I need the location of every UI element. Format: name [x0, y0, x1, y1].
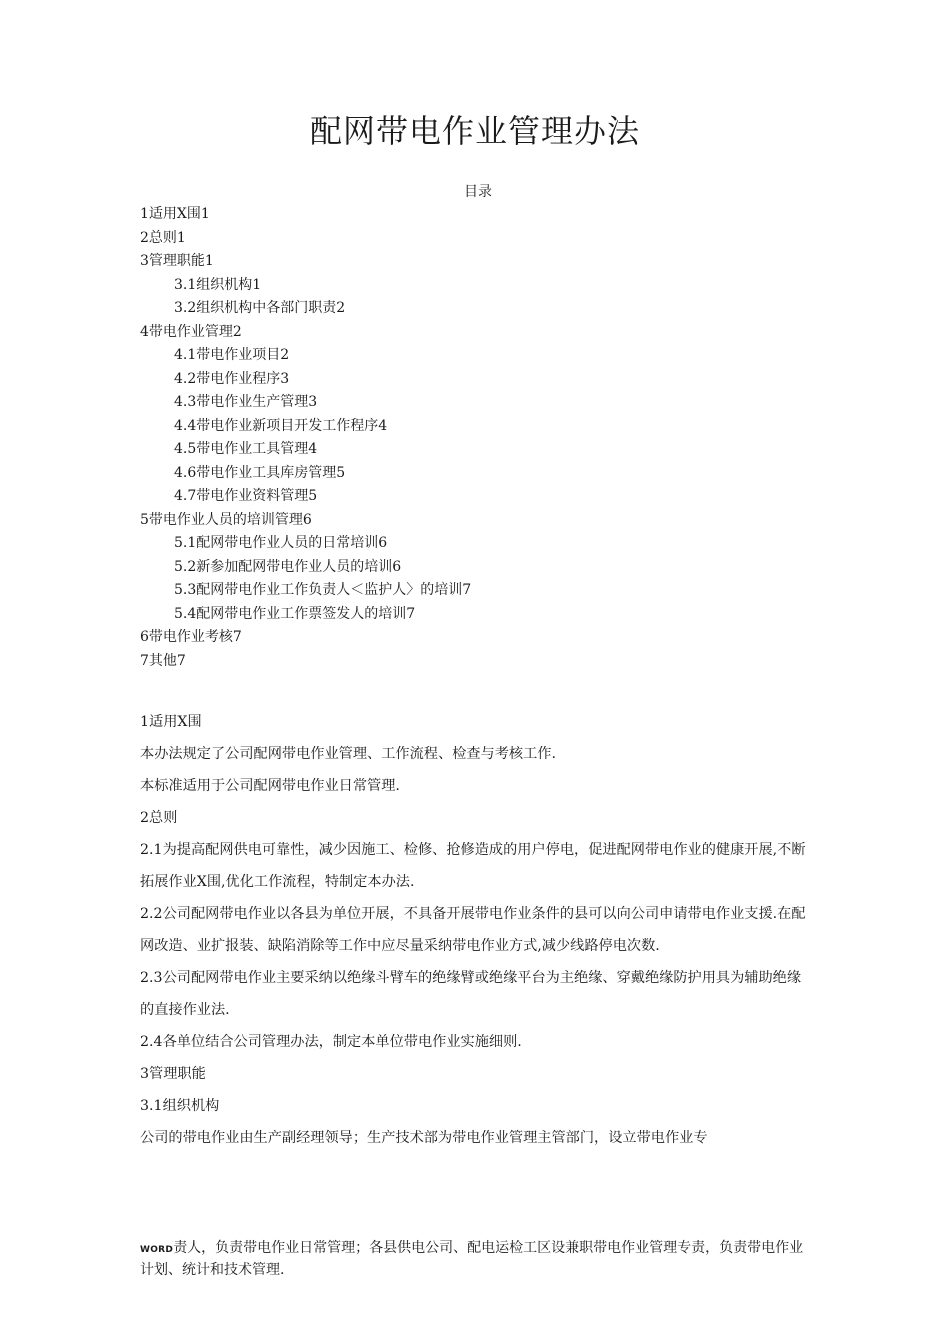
toc-item[interactable]: 5.1配网带电作业人员的日常培训6: [174, 535, 388, 551]
footer-text: 责人，负责带电作业日常管理；各县供电公司、配电运检工区设兼职带电作业管理专责，负责带电作业计划、统计和技术管理.: [140, 1240, 804, 1278]
toc-item[interactable]: 3管理职能1: [140, 253, 214, 269]
body-paragraph: 1适用X围: [140, 714, 202, 730]
toc-item[interactable]: 3.1组织机构1: [174, 276, 262, 293]
body-paragraph: 2.1为提高配网供电可靠性，减少因施工、检修、抢修造成的用户停电，促进配网带电作业的健康开展,不断拓展作业X围,优化工作流程，特制定本办法.: [140, 842, 806, 890]
toc-item[interactable]: 2总则1: [140, 229, 186, 246]
body-paragraph: 2.3公司配网带电作业主要采纳以绝缘斗臂车的绝缘臂或绝缘平台为主绝缘、穿戴绝缘防护用具为辅助绝缘的直接作业法.: [140, 970, 802, 1018]
document-body: [140, 706, 810, 1154]
toc-item[interactable]: 4.1带电作业项目2: [174, 347, 290, 363]
toc-item[interactable]: 4.2带电作业程序3: [174, 370, 290, 387]
toc-item[interactable]: 6带电作业考核7: [140, 629, 242, 645]
page-footer-continuation: [140, 1238, 810, 1280]
toc-item[interactable]: 1适用X围1: [140, 206, 210, 222]
body-paragraph: 3.1组织机构: [140, 1098, 220, 1114]
toc-item[interactable]: 5.4配网带电作业工作票签发人的培训7: [174, 605, 416, 622]
toc-item[interactable]: 5.3配网带电作业工作负责人＜监护人〉的培训7: [174, 582, 472, 598]
body-paragraph: 本办法规定了公司配网带电作业管理、工作流程、检查与考核工作.: [140, 746, 556, 762]
body-paragraph: 2总则: [140, 810, 178, 826]
toc-item[interactable]: 4.4带电作业新项目开发工作程序4: [174, 417, 388, 434]
body-paragraph: 本标准适用于公司配网带电作业日常管理.: [140, 778, 400, 794]
word-watermark-label: WORD: [140, 1245, 174, 1255]
body-paragraph: 3管理职能: [140, 1066, 206, 1082]
toc-heading: 目录: [464, 184, 492, 200]
toc-item[interactable]: 4.3带电作业生产管理3: [174, 394, 318, 410]
toc-item[interactable]: 4.7带电作业资料管理5: [174, 488, 318, 504]
document-title: 配网带电作业管理办法: [309, 112, 640, 150]
body-paragraph: 公司的带电作业由生产副经理领导；生产技术部为带电作业管理主管部门，设立带电作业专: [140, 1130, 708, 1146]
body-paragraph: 2.2公司配网带电作业以各县为单位开展，不具备开展带电作业条件的县可以向公司申请带电作业支援.在配网改造、业扩报装、缺陷消除等工作中应尽量采纳带电作业方式,减少线路停电次数.: [140, 906, 806, 954]
body-paragraph: 2.4各单位结合公司管理办法，制定本单位带电作业实施细则.: [140, 1034, 522, 1050]
toc-item[interactable]: 5带电作业人员的培训管理6: [140, 511, 312, 528]
table-of-contents: [140, 203, 820, 673]
toc-item[interactable]: 3.2组织机构中各部门职责2: [174, 300, 346, 316]
toc-item[interactable]: 4.6带电作业工具库房管理5: [174, 464, 346, 481]
toc-item[interactable]: 7其他7: [140, 652, 186, 669]
toc-item[interactable]: 5.2新参加配网带电作业人员的培训6: [174, 558, 402, 575]
toc-item[interactable]: 4.5带电作业工具管理4: [174, 441, 318, 457]
toc-item[interactable]: 4带电作业管理2: [140, 323, 242, 340]
